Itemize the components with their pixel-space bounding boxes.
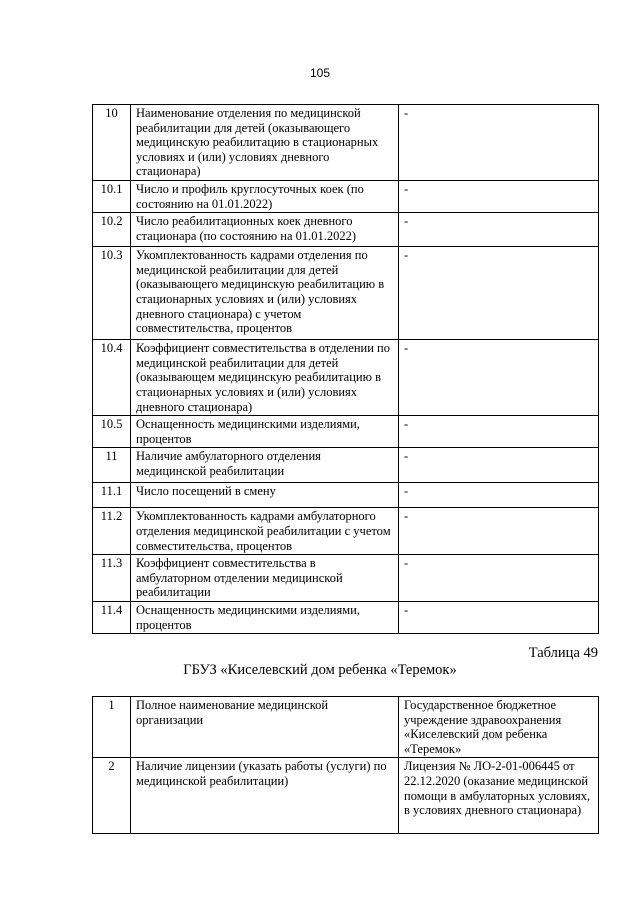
row-label: Наличие лицензии (указать работы (услуги) по медицинской реабилитации)	[131, 758, 399, 834]
row-value: -	[399, 508, 599, 555]
table-row	[93, 416, 599, 448]
row-number: 11	[93, 448, 131, 483]
table-row	[93, 105, 599, 181]
organization-info-table	[92, 696, 599, 834]
rehab-info-table-body	[93, 105, 599, 634]
row-number: 11.1	[93, 483, 131, 508]
table-row	[93, 340, 599, 416]
table-row	[93, 508, 599, 555]
row-value: -	[399, 213, 599, 247]
organization-info-table-body	[93, 697, 599, 834]
row-value: -	[399, 180, 599, 212]
row-value: Лицензия № ЛО-2-01-006445 от 22.12.2020 (оказание медицинской помощи в амбулаторных условиях, в условиях дневного стационара)	[399, 758, 599, 834]
row-number: 11.4	[93, 601, 131, 633]
row-number: 11.3	[93, 555, 131, 602]
row-value: -	[399, 448, 599, 483]
row-value: -	[399, 105, 599, 181]
row-number: 10.3	[93, 247, 131, 340]
row-value: -	[399, 483, 599, 508]
row-value: -	[399, 555, 599, 602]
row-number: 11.2	[93, 508, 131, 555]
table-caption-label: Таблица 49	[528, 645, 598, 661]
row-value: -	[399, 247, 599, 340]
row-label: Коэффициент совместительства в отделении по медицинской реабилитации для детей (оказывающем медицинскую реабилитацию в стационарных условиях и (или) условиях дневного стационара)	[131, 340, 399, 416]
row-label: Полное наименование медицинской организации	[131, 697, 399, 758]
rehab-info-table	[92, 104, 599, 634]
table-row	[93, 448, 599, 483]
table-caption-title: ГБУЗ «Киселевский дом ребенка «Теремок»	[183, 662, 457, 678]
row-value: Государственное бюджетное учреждение здравоохранения «Киселевский дом ребенка «Теремок»	[399, 697, 599, 758]
row-number: 10.2	[93, 213, 131, 247]
row-value: -	[399, 416, 599, 448]
table-row	[93, 697, 599, 758]
row-label: Наличие амбулаторного отделения медицинской реабилитации	[131, 448, 399, 483]
row-number: 2	[93, 758, 131, 834]
row-label: Укомплектованность кадрами амбулаторного отделения медицинской реабилитации с учетом совместительства, процентов	[131, 508, 399, 555]
row-label: Укомплектованность кадрами отделения по медицинской реабилитации для детей (оказывающего медицинскую реабилитацию в стационарных условиях и (или) условиях дневного стационара) с учетом совместительства, процентов	[131, 247, 399, 340]
row-number: 10	[93, 105, 131, 181]
row-label: Оснащенность медицинскими изделиями, процентов	[131, 416, 399, 448]
row-number: 10.1	[93, 180, 131, 212]
row-label: Коэффициент совместительства в амбулаторном отделении медицинской реабилитации	[131, 555, 399, 602]
row-number: 10.4	[93, 340, 131, 416]
row-number: 10.5	[93, 416, 131, 448]
row-number: 1	[93, 697, 131, 758]
row-label: Число реабилитационных коек дневного стационара (по состоянию на 01.01.2022)	[131, 213, 399, 247]
page-number: 105	[309, 66, 331, 80]
table-row	[93, 483, 599, 508]
table-row	[93, 213, 599, 247]
row-value: -	[399, 340, 599, 416]
table-row	[93, 601, 599, 633]
row-label: Наименование отделения по медицинской реабилитации для детей (оказывающего медицинскую реабилитацию в стационарных условиях и (или) условиях дневного стационара)	[131, 105, 399, 181]
row-value: -	[399, 601, 599, 633]
table-row	[93, 758, 599, 834]
table-row	[93, 247, 599, 340]
row-label: Оснащенность медицинскими изделиями, процентов	[131, 601, 399, 633]
table-row	[93, 555, 599, 602]
table-row	[93, 180, 599, 212]
row-label: Число посещений в смену	[131, 483, 399, 508]
row-label: Число и профиль круглосуточных коек (по состоянию на 01.01.2022)	[131, 180, 399, 212]
